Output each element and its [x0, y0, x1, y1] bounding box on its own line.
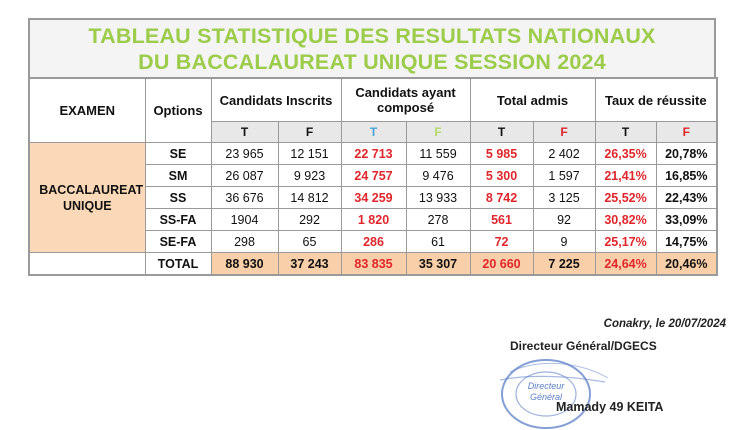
- header-examen: EXAMEN: [29, 78, 145, 143]
- total-taux-t: 24,64%: [595, 253, 656, 276]
- composes-t-cell: 22 713: [341, 143, 406, 165]
- composes-f-cell: 278: [406, 209, 470, 231]
- header-taux: Taux de réussite: [595, 78, 717, 122]
- admis-t-cell: 5 985: [470, 143, 533, 165]
- total-taux-f: 20,46%: [656, 253, 717, 276]
- option-cell: SE-FA: [145, 231, 211, 253]
- admis-t-cell: 72: [470, 231, 533, 253]
- total-inscrits-t: 88 930: [211, 253, 278, 276]
- taux-f-cell: 14,75%: [656, 231, 717, 253]
- composes-t-cell: 24 757: [341, 165, 406, 187]
- total-composes-t: 83 835: [341, 253, 406, 276]
- admis-f-cell: 92: [533, 209, 595, 231]
- admis-f-cell: 1 597: [533, 165, 595, 187]
- taux-f-cell: 22,43%: [656, 187, 717, 209]
- title-line-1: TABLEAU STATISTIQUE DES RESULTATS NATIONAUX: [88, 24, 656, 48]
- header-options: Options: [145, 78, 211, 143]
- taux-t-cell: 25,52%: [595, 187, 656, 209]
- subheader-f: F: [656, 122, 717, 143]
- director-title: Directeur Général/DGECS: [510, 339, 657, 353]
- exam-name: BACCALAUREAT UNIQUE: [39, 182, 144, 213]
- subheader-t: T: [341, 122, 406, 143]
- official-stamp: [500, 358, 610, 430]
- taux-f-cell: 20,78%: [656, 143, 717, 165]
- total-admis-t: 20 660: [470, 253, 533, 276]
- admis-t-cell: 561: [470, 209, 533, 231]
- subheader-t: T: [211, 122, 278, 143]
- composes-t-cell: 34 259: [341, 187, 406, 209]
- total-inscrits-f: 37 243: [278, 253, 341, 276]
- taux-t-cell: 21,41%: [595, 165, 656, 187]
- option-cell: SE: [145, 143, 211, 165]
- signature-stroke: [510, 363, 608, 378]
- signatory-name: Mamady 49 KEITA: [556, 400, 664, 414]
- place-date: Conakry, le 20/07/2024: [603, 318, 726, 330]
- header-admis: Total admis: [470, 78, 595, 122]
- inscrits-f-cell: 9 923: [278, 165, 341, 187]
- taux-f-cell: 16,85%: [656, 165, 717, 187]
- inscrits-f-cell: 65: [278, 231, 341, 253]
- composes-t-cell: 1 820: [341, 209, 406, 231]
- title-line-2: DU BACCALAUREAT UNIQUE SESSION 2024: [138, 50, 606, 74]
- header-composes: Candidats ayant composé: [341, 78, 470, 122]
- stamp-text-2: Général: [529, 392, 563, 402]
- subheader-t: T: [595, 122, 656, 143]
- admis-f-cell: 2 402: [533, 143, 595, 165]
- composes-t-cell: 286: [341, 231, 406, 253]
- composes-f-cell: 11 559: [406, 143, 470, 165]
- option-cell: SS-FA: [145, 209, 211, 231]
- taux-t-cell: 25,17%: [595, 231, 656, 253]
- header-inscrits: Candidats Inscrits: [211, 78, 341, 122]
- inscrits-t-cell: 26 087: [211, 165, 278, 187]
- admis-f-cell: 3 125: [533, 187, 595, 209]
- inscrits-f-cell: 14 812: [278, 187, 341, 209]
- results-table: [28, 77, 718, 276]
- exam-name-cell: [29, 143, 145, 253]
- total-label-cell: TOTAL: [145, 253, 211, 276]
- inscrits-t-cell: 36 676: [211, 187, 278, 209]
- inscrits-t-cell: 23 965: [211, 143, 278, 165]
- results-sheet: [28, 18, 716, 276]
- composes-f-cell: 13 933: [406, 187, 470, 209]
- admis-t-cell: 5 300: [470, 165, 533, 187]
- taux-f-cell: 33,09%: [656, 209, 717, 231]
- total-admis-f: 7 225: [533, 253, 595, 276]
- inscrits-t-cell: 298: [211, 231, 278, 253]
- taux-t-cell: 26,35%: [595, 143, 656, 165]
- subheader-f: F: [406, 122, 470, 143]
- header-row: [29, 78, 717, 122]
- taux-t-cell: 30,82%: [595, 209, 656, 231]
- composes-f-cell: 9 476: [406, 165, 470, 187]
- admis-t-cell: 8 742: [470, 187, 533, 209]
- admis-f-cell: 9: [533, 231, 595, 253]
- table-row: [29, 143, 717, 165]
- title-box: [28, 18, 716, 77]
- inscrits-f-cell: 12 151: [278, 143, 341, 165]
- total-composes-f: 35 307: [406, 253, 470, 276]
- composes-f-cell: 61: [406, 231, 470, 253]
- subheader-f: F: [278, 122, 341, 143]
- total-row: [29, 253, 717, 276]
- stamp-text-1: Directeur: [527, 381, 565, 391]
- subheader-t: T: [470, 122, 533, 143]
- inscrits-f-cell: 292: [278, 209, 341, 231]
- total-blank-cell: [29, 253, 145, 276]
- option-cell: SM: [145, 165, 211, 187]
- subheader-f: F: [533, 122, 595, 143]
- option-cell: SS: [145, 187, 211, 209]
- inscrits-t-cell: 1904: [211, 209, 278, 231]
